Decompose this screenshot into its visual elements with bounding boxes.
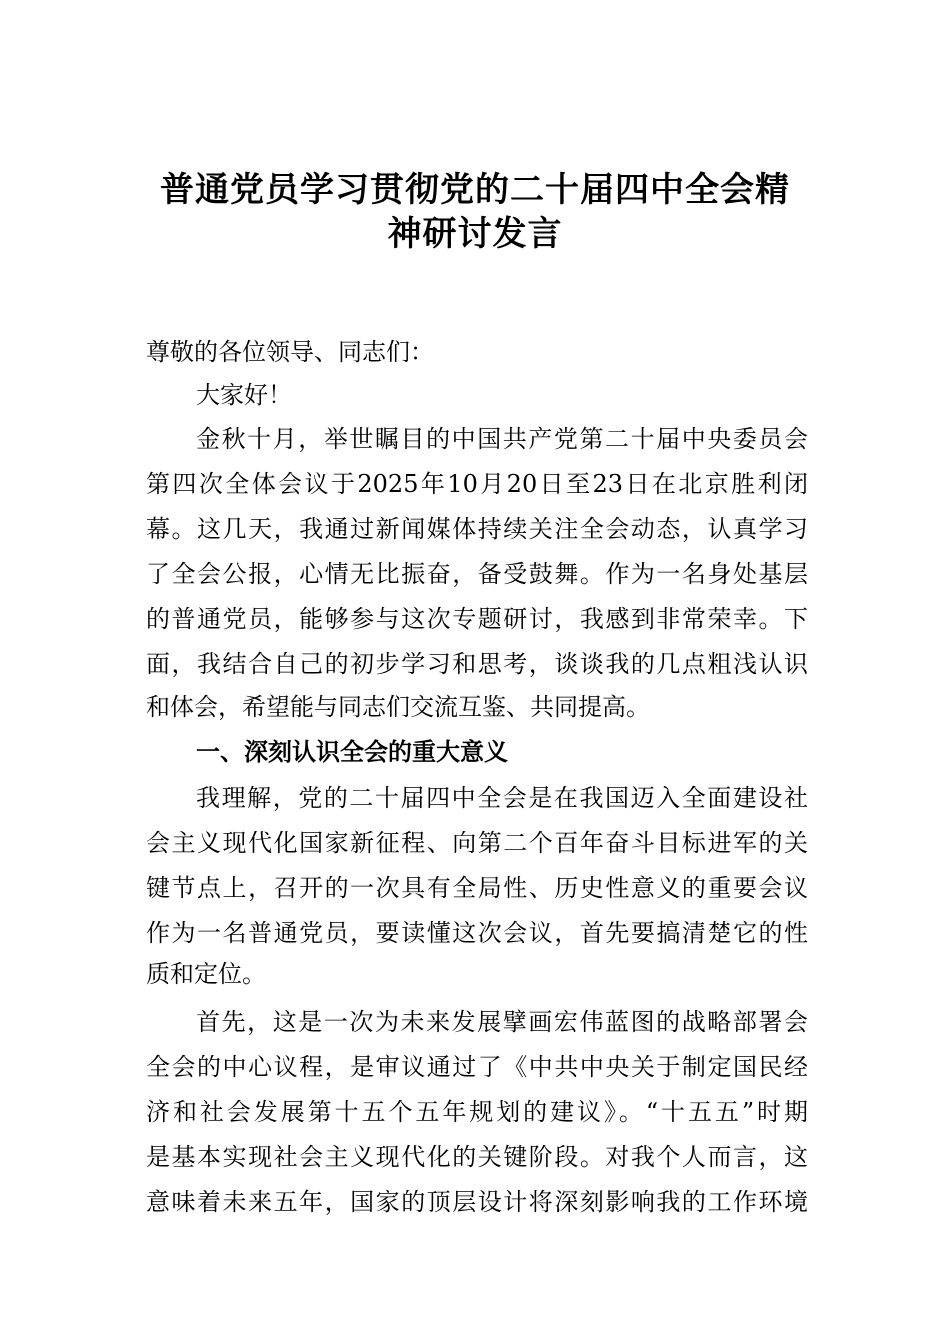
paragraph-line: 和体会，希望能与同志们交流互鉴、共同提高。: [146, 693, 650, 721]
paragraph-line: 了全会公报，心情无比振奋，备受鼓舞。作为一名身处基层: [146, 560, 808, 588]
paragraph-line: 会主义现代化国家新征程、向第二个百年奋斗目标进军的关: [146, 829, 808, 857]
paragraph-line: 全会的中心议程，是审议通过了《中共中央关于制定国民经: [146, 1053, 808, 1081]
document-title-line-2: 神研讨发言: [387, 214, 563, 254]
paragraph-line: 幕。这几天，我通过新闻媒体持续关注全会动态，认真学习: [146, 515, 808, 543]
salutation: 尊敬的各位领导、同志们：: [146, 338, 434, 366]
paragraph-line: 面，我结合自己的初步学习和思考，谈谈我的几点粗浅认识: [146, 650, 808, 678]
paragraph-line: 是基本实现社会主义现代化的关键阶段。对我个人而言，这: [146, 1143, 808, 1171]
paragraph-line: 金秋十月，举世瞩目的中国共产党第二十届中央委员会: [196, 425, 808, 453]
paragraph-line: 首先，这是一次为未来发展擘画宏伟蓝图的战略部署会: [196, 1008, 808, 1036]
greeting: 大家好！: [196, 381, 292, 409]
document-title-line-1: 普通党员学习贯彻党的二十届四中全会精: [160, 170, 790, 210]
paragraph-line: 济和社会发展第十五个五年规划的建议》。“十五五”时期: [146, 1098, 808, 1126]
paragraph-line: 的普通党员，能够参与这次专题研讨，我感到非常荣幸。下: [146, 605, 808, 633]
paragraph-line: 第四次全体会议于2025年10月20日至23日在北京胜利闭: [146, 470, 808, 498]
paragraph-line: 作为一名普通党员，要读懂这次会议，首先要搞清楚它的性: [146, 919, 808, 947]
paragraph-line: 质和定位。: [146, 960, 266, 988]
paragraph-line: 意味着未来五年，国家的顶层设计将深刻影响我的工作环境: [146, 1188, 808, 1216]
paragraph-line: 我理解，党的二十届四中全会是在我国迈入全面建设社: [196, 784, 808, 812]
paragraph-line: 键节点上，召开的一次具有全局性、历史性意义的重要会议: [146, 874, 808, 902]
section-heading: 一、深刻认识全会的重大意义: [196, 738, 508, 766]
